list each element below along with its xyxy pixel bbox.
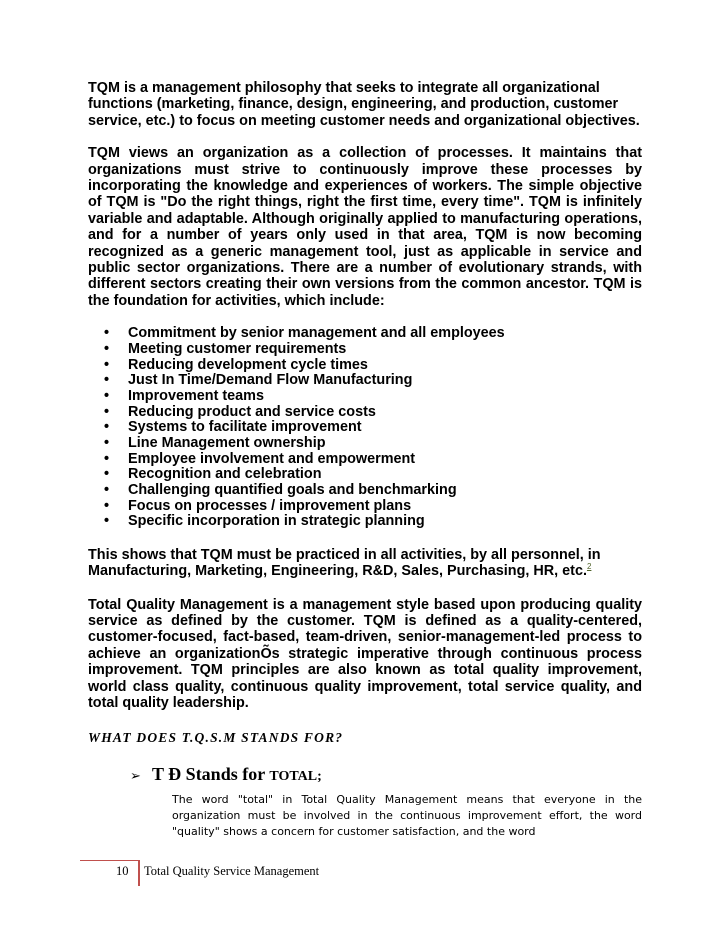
- list-item-text: Just In Time/Demand Flow Manufacturing: [128, 372, 413, 389]
- bullet-dot-icon: •: [104, 466, 110, 483]
- bullet-dot-icon: •: [104, 356, 110, 373]
- list-item: [88, 467, 642, 483]
- paragraph-tqm-definition: Total Quality Management is a management style based upon producing quality service as defined by the customer. TQM is defined as a quality-centered, customer-focused, fact-based, team-driven, senior-management-led process to achieve an organizationÕs strategic imperative through continuous process improvement. TQM principles are also known as total quality improvement, world class quality, continuous quality improvement, total service quality, and total quality leadership.: [88, 596, 642, 712]
- bullet-dot-icon: •: [104, 387, 110, 404]
- list-item: [88, 436, 642, 452]
- subheading-lead: T Ð Stands for: [152, 764, 265, 785]
- list-item: [88, 405, 642, 421]
- footnote-link[interactable]: 2: [586, 562, 592, 572]
- list-item: [88, 483, 642, 499]
- list-item: [88, 342, 642, 358]
- paragraph-total-meaning: [172, 792, 642, 840]
- footer-number-box: [80, 860, 138, 887]
- bullet-dot-icon: •: [104, 419, 110, 436]
- subheading-word: TOTAL;: [269, 769, 322, 785]
- total-meaning-text: The word "total" in Total Quality Management means that everyone in the organization must be involved in the continuous improvement effort, the word "quality" shows a concern for customer satisfaction, and the word: [172, 793, 642, 839]
- list-item-text: Focus on processes / improvement plans: [128, 497, 412, 514]
- page-footer: [80, 860, 648, 886]
- page-number: 10: [116, 864, 129, 878]
- list-item: [88, 499, 642, 515]
- list-item-text: Challenging quantified goals and benchmarking: [128, 481, 457, 498]
- bullet-dot-icon: •: [104, 497, 110, 514]
- subheading-total: [130, 763, 642, 788]
- bullet-dot-icon: •: [104, 403, 110, 420]
- bullet-dot-icon: •: [104, 481, 110, 498]
- list-item-text: Commitment by senior management and all employees: [128, 325, 505, 342]
- paragraph-tqm-processes: TQM views an organization as a collection of processes. It maintains that organizations must strive to continuously improve these processes by incorporating the knowledge and experiences of workers. The simple objective of TQM is "Do the right things, right the first time, every time". TQM is infinitely variable and adaptable. Although originally applied to manufacturing operations, and for a number of years only used in that area, TQM is now becoming recognized as a generic management tool, just as applicable in service and public sector organizations. There are a number of evolutionary strands, with different sectors creating their own versions from the common ancestor. TQM is the foundation for activities, which include:: [88, 145, 642, 309]
- list-item: [88, 373, 642, 389]
- bullet-dot-icon: •: [104, 513, 110, 530]
- list-item: [88, 326, 642, 342]
- document-page: [88, 80, 642, 840]
- practice-text: This shows that TQM must be practiced in all activities, by all personnel, in Manufacturing, Marketing, Engineering, R&D, Sales, Purchasing, HR, etc.: [88, 546, 601, 580]
- list-item-text: Meeting customer requirements: [128, 340, 347, 357]
- list-item: [88, 358, 642, 374]
- list-item: [88, 420, 642, 436]
- footer-title: Total Quality Service Management: [144, 864, 320, 878]
- list-item-text: Reducing development cycle times: [128, 356, 368, 373]
- footer-divider: [138, 860, 140, 886]
- list-item: [88, 389, 642, 405]
- section-heading: WHAT DOES T.Q.S.M STANDS FOR?: [88, 730, 344, 746]
- bullet-dot-icon: •: [104, 340, 110, 357]
- list-item-text: Recognition and celebration: [128, 466, 322, 483]
- list-item-text: Specific incorporation in strategic planning: [128, 513, 425, 530]
- bullet-dot-icon: •: [104, 434, 110, 451]
- bullet-dot-icon: •: [104, 450, 110, 467]
- list-item-text: Employee involvement and empowerment: [128, 450, 416, 467]
- bullet-dot-icon: •: [104, 372, 110, 389]
- paragraph-tqm-philosophy: TQM is a management philosophy that seeks to integrate all organizational functions (marketing, finance, design, engineering, and production, customer service, etc.) to focus on meeting customer needs and organizational objectives.: [88, 80, 640, 129]
- list-item: [88, 452, 642, 468]
- arrow-bullet-icon: ➢: [130, 769, 141, 785]
- list-item-text: Improvement teams: [128, 387, 264, 404]
- bullet-dot-icon: •: [104, 325, 110, 342]
- list-item-text: Reducing product and service costs: [128, 403, 376, 420]
- list-item: [88, 514, 642, 530]
- list-item-text: Line Management ownership: [128, 434, 326, 451]
- paragraph-practice-all-activities: [88, 547, 642, 580]
- activities-bullet-list: [88, 326, 642, 530]
- list-item-text: Systems to facilitate improvement: [128, 419, 362, 436]
